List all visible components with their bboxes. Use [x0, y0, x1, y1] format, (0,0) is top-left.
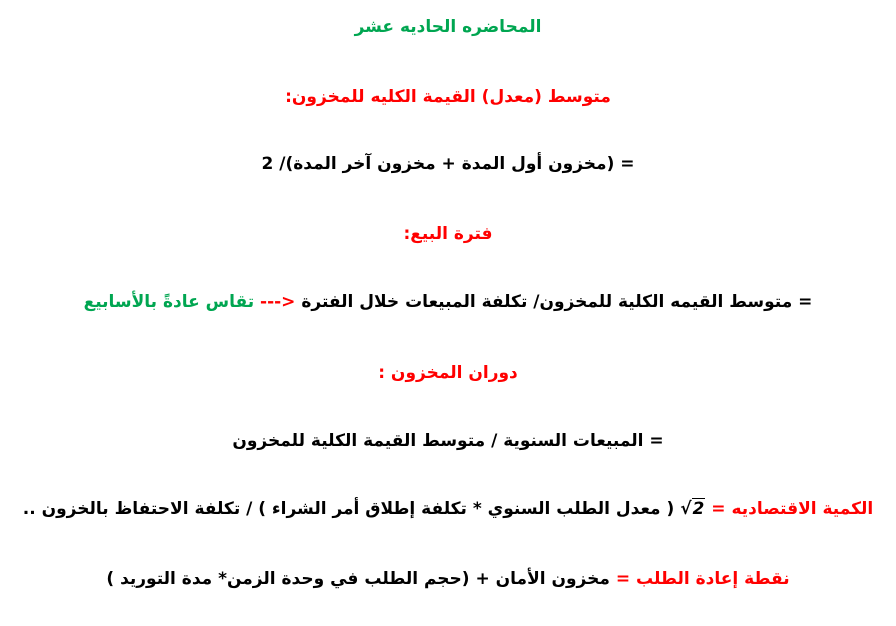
sales-period-arrow: --->: [260, 292, 296, 312]
sales-period-formula: = متوسط القيمه الكلية للمخزون/ تكلفة المبيعات خلال الفترة: [301, 292, 813, 312]
sqrt-radicand: 2: [692, 499, 705, 519]
inventory-turnover-formula: = المبيعات السنوية / متوسط القيمة الكلية للمخزون: [232, 431, 664, 451]
lecture-title: المحاضره الحاديه عشر: [354, 17, 542, 37]
inventory-turnover-heading: دوران المخزون :: [378, 363, 518, 383]
reorder-point-line: [0, 566, 896, 592]
sales-period-formula-line: [0, 289, 896, 315]
eoq-formula: ( معدل الطلب السنوي * تكلفة إطلاق أمر الشراء ) / تكلفة الاحتفاظ بالخزون ..: [22, 499, 675, 519]
eoq-line: [0, 496, 896, 522]
sqrt-symbol: √2: [680, 499, 705, 519]
sales-period-note: تقاس عادةً بالأسابيع: [83, 292, 255, 312]
reorder-point-label: نقطة إعادة الطلب =: [615, 569, 790, 589]
avg-inventory-formula: = (مخزون أول المدة + مخزون آخر المدة)/ 2: [261, 154, 635, 174]
sales-period-heading: فترة البيع:: [403, 224, 493, 244]
eoq-label: الكمية الاقتصاديه =: [711, 499, 874, 519]
avg-inventory-heading: متوسط (معدل) القيمة الكليه للمخزون:: [285, 87, 611, 107]
reorder-point-formula: مخزون الأمان + (حجم الطلب في وحدة الزمن* مدة التوريد ): [106, 569, 610, 589]
